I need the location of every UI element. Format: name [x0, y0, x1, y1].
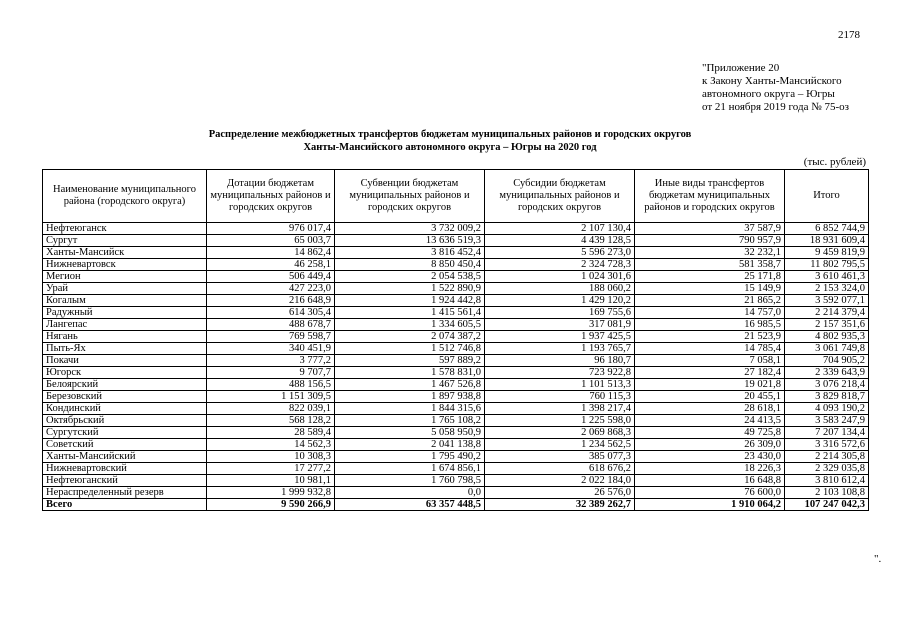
table-header-row	[43, 170, 869, 223]
transfers-table	[42, 169, 869, 511]
amount-cell: 76 600,0	[635, 487, 785, 499]
table-row	[43, 439, 869, 451]
amount-cell: 1 760 798,5	[335, 475, 485, 487]
amount-cell: 723 922,8	[485, 367, 635, 379]
amount-cell: 3 061 749,8	[785, 343, 869, 355]
municipality-name-cell: Ханты-Мансийск	[43, 247, 207, 259]
header-subventions: Субвенции бюджетам муниципальных районов и городских округов	[335, 170, 485, 223]
amount-cell: 14 562,3	[207, 439, 335, 451]
table-row	[43, 319, 869, 331]
units-label: (тыс. рублей)	[803, 156, 866, 168]
municipality-name-cell: Урай	[43, 283, 207, 295]
table-row	[43, 367, 869, 379]
amount-cell: 9 590 266,9	[207, 499, 335, 511]
amount-cell: 1 910 064,2	[635, 499, 785, 511]
municipality-name-cell: Пыть-Ях	[43, 343, 207, 355]
amount-cell: 1 225 598,0	[485, 415, 635, 427]
amount-cell: 2 157 351,6	[785, 319, 869, 331]
amount-cell: 506 449,4	[207, 271, 335, 283]
amount-cell: 2 339 643,9	[785, 367, 869, 379]
appendix-line: "Приложение 20	[702, 62, 780, 74]
table-row	[43, 247, 869, 259]
amount-cell: 1 024 301,6	[485, 271, 635, 283]
amount-cell: 20 455,1	[635, 391, 785, 403]
municipality-name-cell: Нефтеюганский	[43, 475, 207, 487]
document-title	[100, 128, 800, 154]
page-number: 2178	[838, 29, 860, 41]
table-row	[43, 331, 869, 343]
amount-cell: 2 214 379,4	[785, 307, 869, 319]
municipality-name-cell: Радужный	[43, 307, 207, 319]
municipality-name-cell: Всего	[43, 499, 207, 511]
amount-cell: 1 151 309,5	[207, 391, 335, 403]
amount-cell: 13 636 519,3	[335, 235, 485, 247]
municipality-name-cell: Березовский	[43, 391, 207, 403]
amount-cell: 18 226,3	[635, 463, 785, 475]
municipality-name-cell: Покачи	[43, 355, 207, 367]
table-row	[43, 355, 869, 367]
municipality-name-cell: Югорск	[43, 367, 207, 379]
amount-cell: 7 058,1	[635, 355, 785, 367]
title-line-2: Ханты-Мансийского автономного округа – Югры на 2020 год	[303, 142, 597, 153]
amount-cell: 19 021,8	[635, 379, 785, 391]
amount-cell: 17 277,2	[207, 463, 335, 475]
amount-cell: 3 829 818,7	[785, 391, 869, 403]
municipality-name-cell: Мегион	[43, 271, 207, 283]
table-row	[43, 403, 869, 415]
amount-cell: 1 795 490,2	[335, 451, 485, 463]
amount-cell: 14 785,4	[635, 343, 785, 355]
closing-quote: ".	[874, 553, 882, 565]
table-row	[43, 343, 869, 355]
amount-cell: 1 999 932,8	[207, 487, 335, 499]
amount-cell: 14 757,0	[635, 307, 785, 319]
header-subsidies: Субсидии бюджетам муниципальных районов и городских округов	[485, 170, 635, 223]
amount-cell: 1 522 890,9	[335, 283, 485, 295]
amount-cell: 188 060,2	[485, 283, 635, 295]
amount-cell: 10 981,1	[207, 475, 335, 487]
municipality-name-cell: Когалым	[43, 295, 207, 307]
amount-cell: 1 897 938,8	[335, 391, 485, 403]
municipality-name-cell: Нераспределенный резерв	[43, 487, 207, 499]
amount-cell: 37 587,9	[635, 223, 785, 235]
amount-cell: 385 077,3	[485, 451, 635, 463]
amount-cell: 7 207 134,4	[785, 427, 869, 439]
amount-cell: 3 592 077,1	[785, 295, 869, 307]
amount-cell: 0,0	[335, 487, 485, 499]
amount-cell: 1 429 120,2	[485, 295, 635, 307]
amount-cell: 32 232,1	[635, 247, 785, 259]
table-row	[43, 259, 869, 271]
amount-cell: 3 610 461,3	[785, 271, 869, 283]
amount-cell: 1 334 605,5	[335, 319, 485, 331]
amount-cell: 25 171,8	[635, 271, 785, 283]
table-row	[43, 307, 869, 319]
appendix-line: к Закону Ханты-Мансийского	[702, 75, 842, 87]
amount-cell: 488 156,5	[207, 379, 335, 391]
amount-cell: 704 905,2	[785, 355, 869, 367]
amount-cell: 3 076 218,4	[785, 379, 869, 391]
amount-cell: 28 589,4	[207, 427, 335, 439]
amount-cell: 1 193 765,7	[485, 343, 635, 355]
amount-cell: 27 182,4	[635, 367, 785, 379]
municipality-name-cell: Сургут	[43, 235, 207, 247]
amount-cell: 21 523,9	[635, 331, 785, 343]
amount-cell: 3 732 009,2	[335, 223, 485, 235]
amount-cell: 2 022 184,0	[485, 475, 635, 487]
amount-cell: 581 358,7	[635, 259, 785, 271]
amount-cell: 1 765 108,2	[335, 415, 485, 427]
table-row	[43, 391, 869, 403]
amount-cell: 2 324 728,3	[485, 259, 635, 271]
amount-cell: 790 957,9	[635, 235, 785, 247]
amount-cell: 49 725,8	[635, 427, 785, 439]
amount-cell: 1 467 526,8	[335, 379, 485, 391]
amount-cell: 169 755,6	[485, 307, 635, 319]
amount-cell: 427 223,0	[207, 283, 335, 295]
amount-cell: 15 149,9	[635, 283, 785, 295]
amount-cell: 1 415 561,4	[335, 307, 485, 319]
municipality-name-cell: Кондинский	[43, 403, 207, 415]
amount-cell: 9 707,7	[207, 367, 335, 379]
amount-cell: 4 439 128,5	[485, 235, 635, 247]
table-row	[43, 415, 869, 427]
amount-cell: 23 430,0	[635, 451, 785, 463]
amount-cell: 1 398 217,4	[485, 403, 635, 415]
amount-cell: 26 309,0	[635, 439, 785, 451]
municipality-name-cell: Нижневартовский	[43, 463, 207, 475]
table-row	[43, 223, 869, 235]
table-row	[43, 487, 869, 499]
amount-cell: 16 985,5	[635, 319, 785, 331]
amount-cell: 4 093 190,2	[785, 403, 869, 415]
amount-cell: 63 357 448,5	[335, 499, 485, 511]
header-other-transfers: Иные виды трансфертов бюджетам муниципальных районов и городских округов	[635, 170, 785, 223]
municipality-name-cell: Нефтеюганск	[43, 223, 207, 235]
amount-cell: 26 576,0	[485, 487, 635, 499]
table-row	[43, 463, 869, 475]
amount-cell: 618 676,2	[485, 463, 635, 475]
header-grants: Дотации бюджетам муниципальных районов и городских округов	[207, 170, 335, 223]
amount-cell: 317 081,9	[485, 319, 635, 331]
amount-cell: 976 017,4	[207, 223, 335, 235]
amount-cell: 2 074 387,2	[335, 331, 485, 343]
amount-cell: 65 003,7	[207, 235, 335, 247]
amount-cell: 1 578 831,0	[335, 367, 485, 379]
amount-cell: 2 069 868,3	[485, 427, 635, 439]
amount-cell: 16 648,8	[635, 475, 785, 487]
appendix-line: автономного округа – Югры	[702, 88, 835, 100]
amount-cell: 32 389 262,7	[485, 499, 635, 511]
amount-cell: 1 924 442,8	[335, 295, 485, 307]
municipality-name-cell: Нижневартовск	[43, 259, 207, 271]
amount-cell: 568 128,2	[207, 415, 335, 427]
municipality-name-cell: Октябрьский	[43, 415, 207, 427]
amount-cell: 488 678,7	[207, 319, 335, 331]
municipality-name-cell: Сургутский	[43, 427, 207, 439]
amount-cell: 5 058 950,9	[335, 427, 485, 439]
amount-cell: 24 413,5	[635, 415, 785, 427]
amount-cell: 46 258,1	[207, 259, 335, 271]
appendix-reference	[702, 62, 849, 114]
amount-cell: 14 862,4	[207, 247, 335, 259]
table-row	[43, 379, 869, 391]
amount-cell: 597 889,2	[335, 355, 485, 367]
amount-cell: 3 810 612,4	[785, 475, 869, 487]
amount-cell: 1 234 562,5	[485, 439, 635, 451]
amount-cell: 769 598,7	[207, 331, 335, 343]
amount-cell: 3 777,2	[207, 355, 335, 367]
amount-cell: 3 316 572,6	[785, 439, 869, 451]
amount-cell: 3 816 452,4	[335, 247, 485, 259]
table-total-row	[43, 499, 869, 511]
amount-cell: 28 618,1	[635, 403, 785, 415]
amount-cell: 9 459 819,9	[785, 247, 869, 259]
amount-cell: 3 583 247,9	[785, 415, 869, 427]
table-row	[43, 283, 869, 295]
amount-cell: 21 865,2	[635, 295, 785, 307]
title-line-1: Распределение межбюджетных трансфертов бюджетам муниципальных районов и городских округов	[208, 129, 692, 140]
amount-cell: 2 107 130,4	[485, 223, 635, 235]
amount-cell: 822 039,1	[207, 403, 335, 415]
amount-cell: 8 850 450,4	[335, 259, 485, 271]
table-body	[43, 223, 869, 511]
amount-cell: 2 153 324,0	[785, 283, 869, 295]
amount-cell: 2 054 538,5	[335, 271, 485, 283]
amount-cell: 1 101 513,3	[485, 379, 635, 391]
amount-cell: 1 674 856,1	[335, 463, 485, 475]
table-row	[43, 295, 869, 307]
appendix-line: от 21 ноября 2019 года № 75-оз	[702, 101, 849, 113]
amount-cell: 340 451,9	[207, 343, 335, 355]
municipality-name-cell: Лангепас	[43, 319, 207, 331]
table-row	[43, 427, 869, 439]
amount-cell: 2 041 138,8	[335, 439, 485, 451]
amount-cell: 5 596 273,0	[485, 247, 635, 259]
table-row	[43, 451, 869, 463]
header-municipality: Наименование муниципального района (городского округа)	[43, 170, 207, 223]
amount-cell: 1 844 315,6	[335, 403, 485, 415]
amount-cell: 216 648,9	[207, 295, 335, 307]
amount-cell: 614 305,4	[207, 307, 335, 319]
amount-cell: 18 931 609,4	[785, 235, 869, 247]
amount-cell: 2 329 035,8	[785, 463, 869, 475]
amount-cell: 107 247 042,3	[785, 499, 869, 511]
municipality-name-cell: Советский	[43, 439, 207, 451]
amount-cell: 2 103 108,8	[785, 487, 869, 499]
amount-cell: 4 802 935,3	[785, 331, 869, 343]
municipality-name-cell: Белоярский	[43, 379, 207, 391]
amount-cell: 760 115,3	[485, 391, 635, 403]
amount-cell: 96 180,7	[485, 355, 635, 367]
amount-cell: 1 512 746,8	[335, 343, 485, 355]
amount-cell: 6 852 744,9	[785, 223, 869, 235]
amount-cell: 1 937 425,5	[485, 331, 635, 343]
table-row	[43, 235, 869, 247]
municipality-name-cell: Ханты-Мансийский	[43, 451, 207, 463]
table-row	[43, 271, 869, 283]
amount-cell: 10 308,3	[207, 451, 335, 463]
header-total: Итого	[785, 170, 869, 223]
municipality-name-cell: Нягань	[43, 331, 207, 343]
table-row	[43, 475, 869, 487]
amount-cell: 11 802 795,5	[785, 259, 869, 271]
amount-cell: 2 214 305,8	[785, 451, 869, 463]
